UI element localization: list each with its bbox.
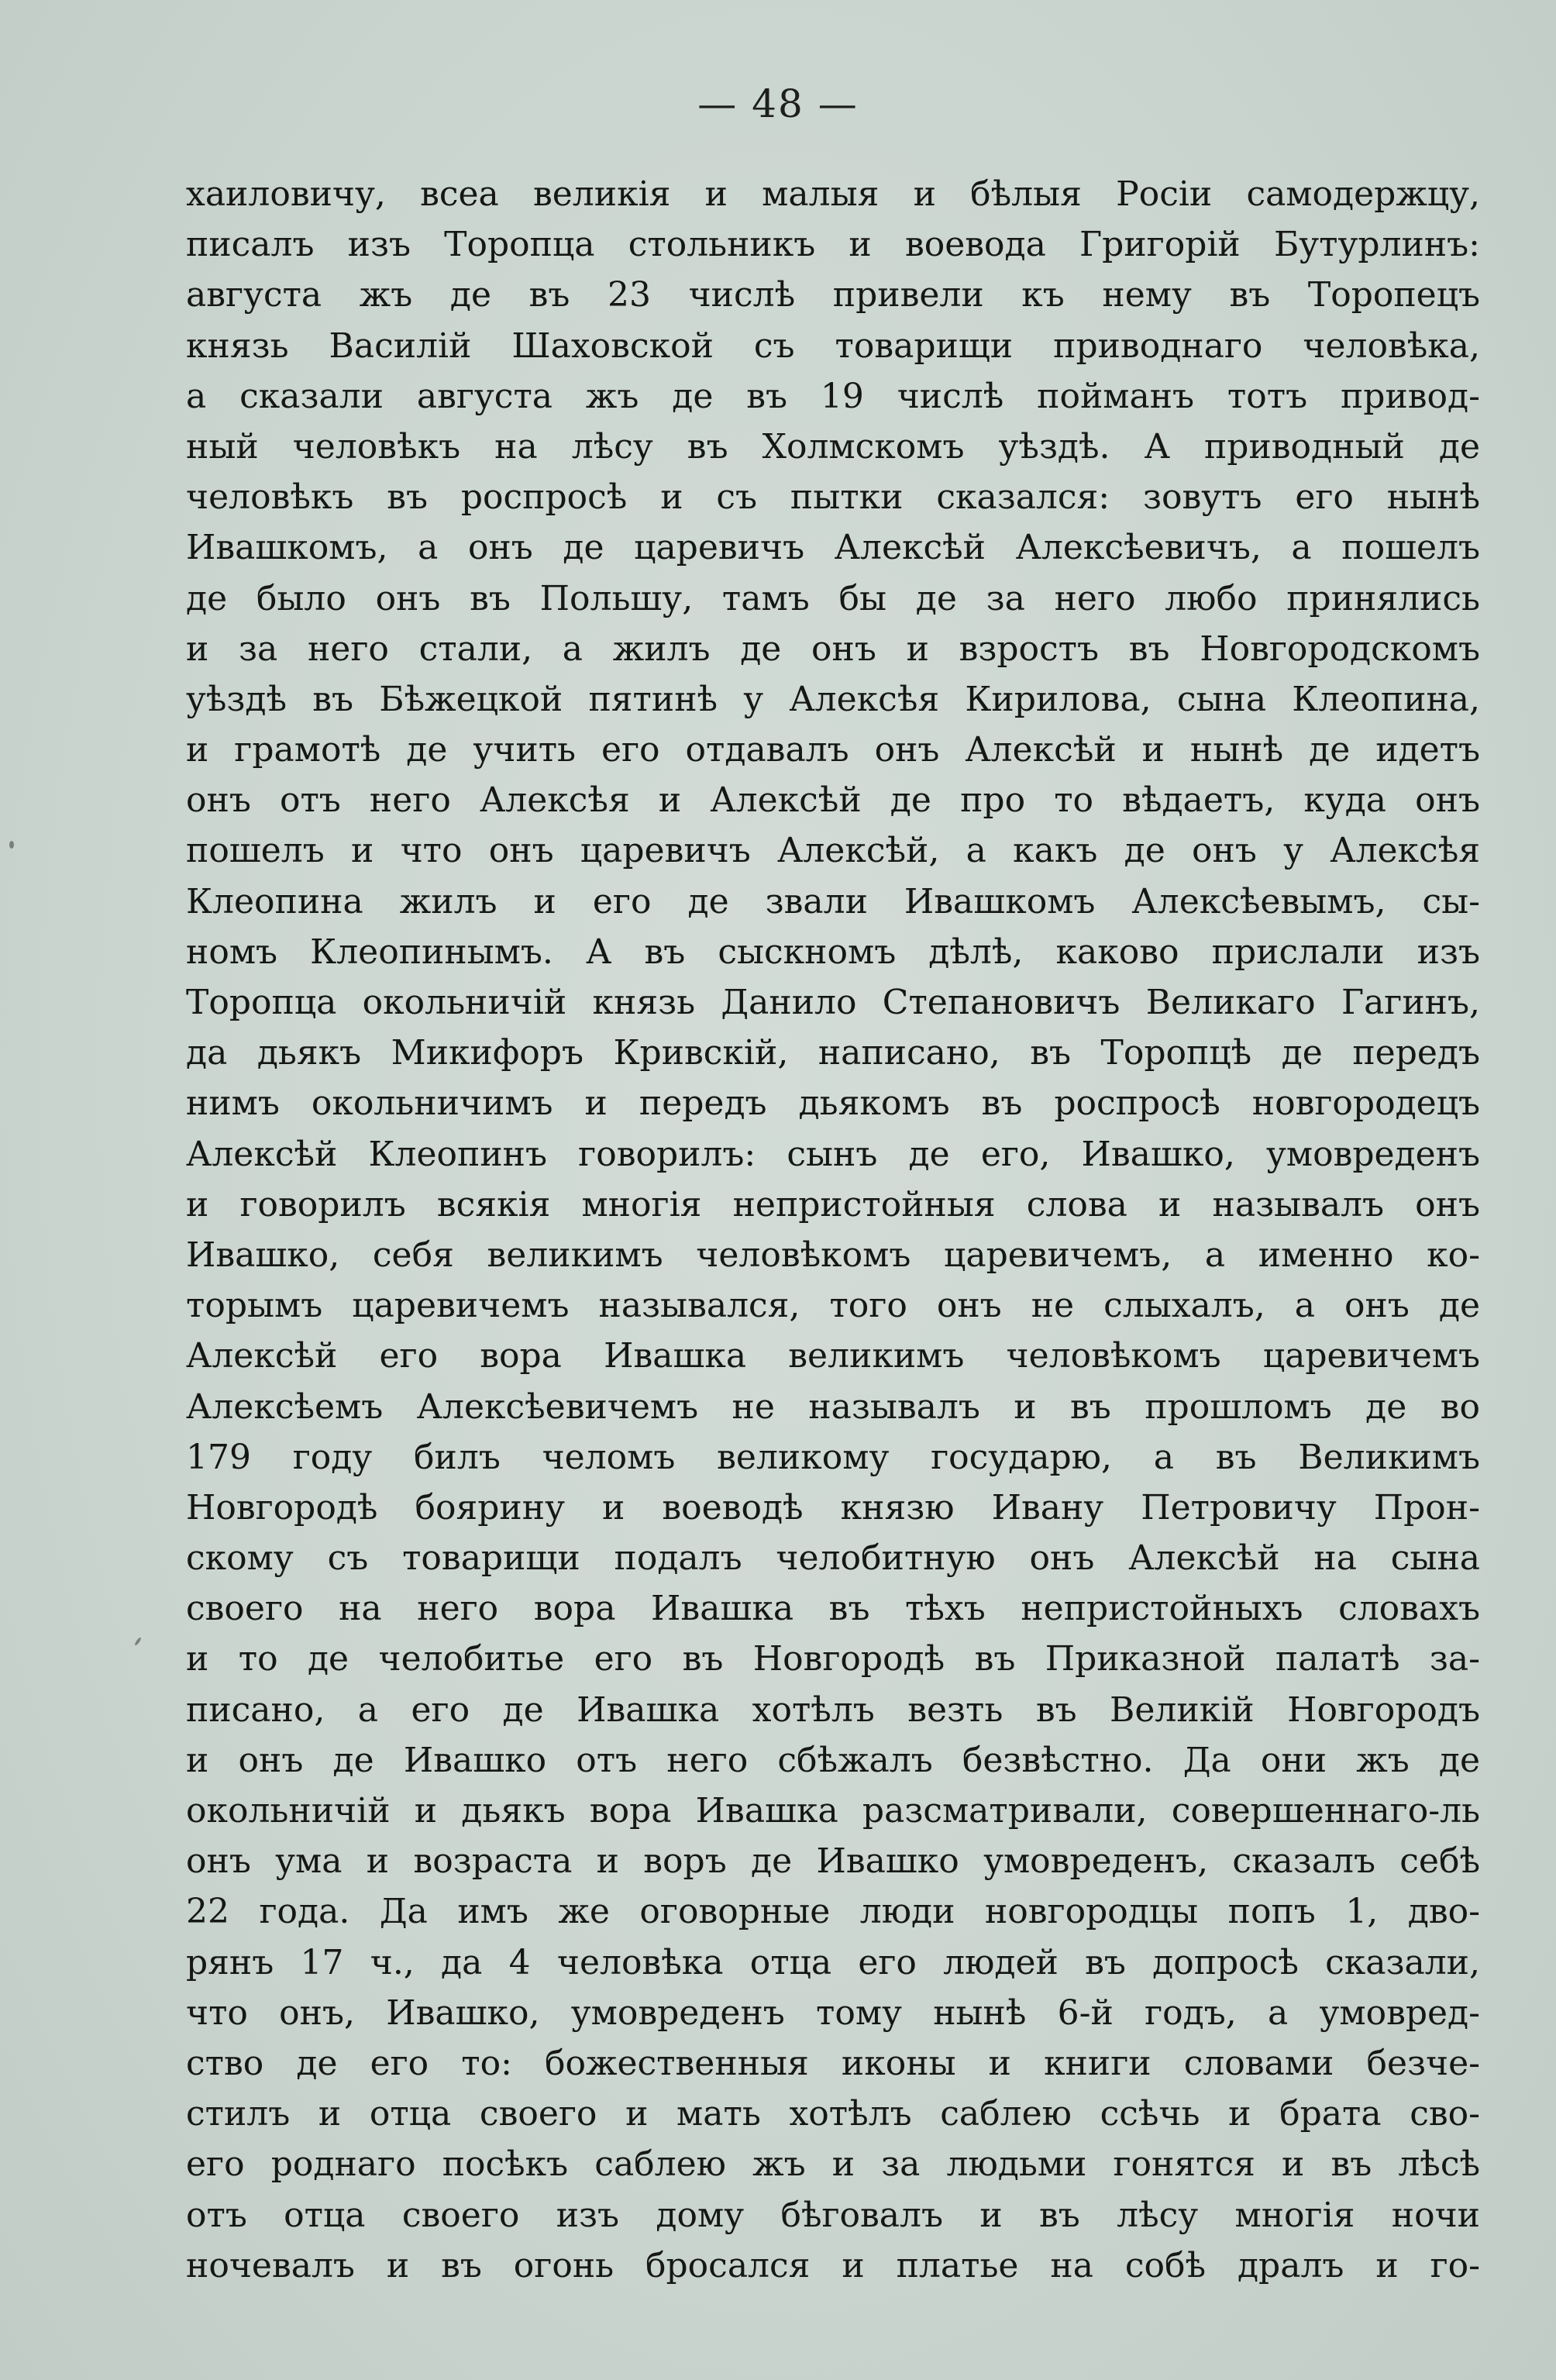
- text-line: номъ Клеопинымъ. А въ сыскномъ дѣлѣ, каково прислали изъ: [186, 932, 1480, 972]
- text-line: и то де челобитье его въ Новгородѣ въ Приказной палатѣ за-: [186, 1639, 1480, 1679]
- text-line: пошелъ и что онъ царевичъ Алексѣй, а какъ де онъ у Алексѣя: [186, 831, 1480, 871]
- text-line: его роднаго посѣкъ саблею жъ и за людьми гонятся и въ лѣсѣ: [186, 2144, 1480, 2185]
- body-text: [186, 169, 1480, 2291]
- text-line: писано, а его де Ивашка хотѣлъ везть въ Великій Новгородъ: [186, 1689, 1480, 1730]
- text-line: онъ ума и возраста и воръ де Ивашко умовреденъ, сказалъ себѣ: [186, 1841, 1480, 1882]
- text-line: уѣздѣ въ Бѣжецкой пятинѣ у Алексѣя Кирилова, сына Клеопина,: [186, 679, 1480, 719]
- text-line: Алексѣй Клеопинъ говорилъ: сынъ де его, Ивашко, умовреденъ: [186, 1134, 1480, 1174]
- text-line: августа жъ де въ 23 числѣ привели къ нему въ Торопецъ: [186, 275, 1480, 315]
- text-line: что онъ, Ивашко, умовреденъ тому нынѣ 6-й годъ, а умовред-: [186, 1993, 1480, 2033]
- text-line: Торопца окольничій князь Данило Степановичъ Великаго Гагинъ,: [186, 983, 1480, 1022]
- text-line: торымъ царевичемъ назывался, того онъ не слыхалъ, а онъ де: [186, 1286, 1480, 1326]
- text-line: и грамотѣ де учить его отдавалъ онъ Алексѣй и нынѣ де идетъ: [186, 730, 1480, 770]
- text-line: Клеопина жилъ и его де звали Ивашкомъ Алексѣевымъ, сы-: [186, 881, 1480, 921]
- text-line: Ивашкомъ, а онъ де царевичъ Алексѣй Алексѣевичъ, а пошелъ: [186, 528, 1480, 568]
- text-line: своего на него вора Ивашка въ тѣхъ непристойныхъ словахъ: [186, 1589, 1480, 1629]
- text-line: и за него стали, а жилъ де онъ и взростъ въ Новгородскомъ: [186, 629, 1480, 669]
- text-line: отъ отца своего изъ дому бѣговалъ и въ лѣсу многія ночи: [186, 2195, 1480, 2235]
- text-line: 22 года. Да имъ же оговорные люди новгородцы попъ 1, дво-: [186, 1892, 1480, 1932]
- text-line: хаиловичу, всеа великія и малыя и бѣлыя Росіи самодержцу,: [186, 174, 1480, 214]
- text-line: а сказали августа жъ де въ 19 числѣ пойманъ тотъ привод-: [186, 376, 1480, 416]
- paper-speck: [134, 1637, 142, 1646]
- text-line: ство де его то: божественныя иконы и книги словами безче-: [186, 2043, 1480, 2083]
- text-line: Алексѣй его вора Ивашка великимъ человѣкомъ царевичемъ: [186, 1336, 1480, 1376]
- text-line: человѣкъ въ роспросѣ и съ пытки сказался: зовутъ его нынѣ: [186, 477, 1480, 518]
- text-line: рянъ 17 ч., да 4 человѣка отца его людей въ допросѣ сказали,: [186, 1942, 1480, 1982]
- paper-speck: [9, 841, 14, 849]
- text-line: ный человѣкъ на лѣсу въ Холмскомъ уѣздѣ. А приводный де: [186, 426, 1480, 467]
- text-line: окольничій и дьякъ вора Ивашка разсматривали, совершеннаго-ль: [186, 1791, 1480, 1831]
- page-number: — 48 —: [697, 81, 859, 126]
- text-line: онъ отъ него Алексѣя и Алексѣй де про то вѣдаетъ, куда онъ: [186, 780, 1480, 821]
- text-line: Ивашко, себя великимъ человѣкомъ царевичемъ, а именно ко-: [186, 1235, 1480, 1275]
- text-line: Новгородѣ боярину и воеводѣ князю Ивану Петровичу Прон-: [186, 1487, 1480, 1528]
- text-line: Алексѣемъ Алексѣевичемъ не называлъ и въ прошломъ де во: [186, 1386, 1480, 1427]
- text-line: де было онъ въ Польшу, тамъ бы де за него любо принялись: [186, 578, 1480, 618]
- text-line: и онъ де Ивашко отъ него сбѣжалъ безвѣстно. Да они жъ де: [186, 1740, 1480, 1780]
- text-line: ночевалъ и въ огонь бросался и платье на собѣ дралъ и го-: [186, 2245, 1480, 2285]
- text-line: да дьякъ Микифоръ Кривскій, написано, въ Торопцѣ де передъ: [186, 1033, 1480, 1073]
- text-line: князь Василій Шаховской съ товарищи приводнаго человѣка,: [186, 325, 1480, 366]
- text-line: скому съ товарищи подалъ челобитную онъ Алексѣй на сына: [186, 1538, 1480, 1579]
- text-line: и говорилъ всякія многія непристойныя слова и называлъ онъ: [186, 1184, 1480, 1224]
- text-line: стилъ и отца своего и мать хотѣлъ саблею ссѣчь и брата сво-: [186, 2094, 1480, 2134]
- text-line: нимъ окольничимъ и передъ дьякомъ въ роспросѣ новгородецъ: [186, 1083, 1480, 1124]
- text-line: писалъ изъ Торопца стольникъ и воевода Григорій Бутурлинъ:: [186, 225, 1480, 265]
- text-line: 179 году билъ челомъ великому государю, а въ Великимъ: [186, 1437, 1480, 1477]
